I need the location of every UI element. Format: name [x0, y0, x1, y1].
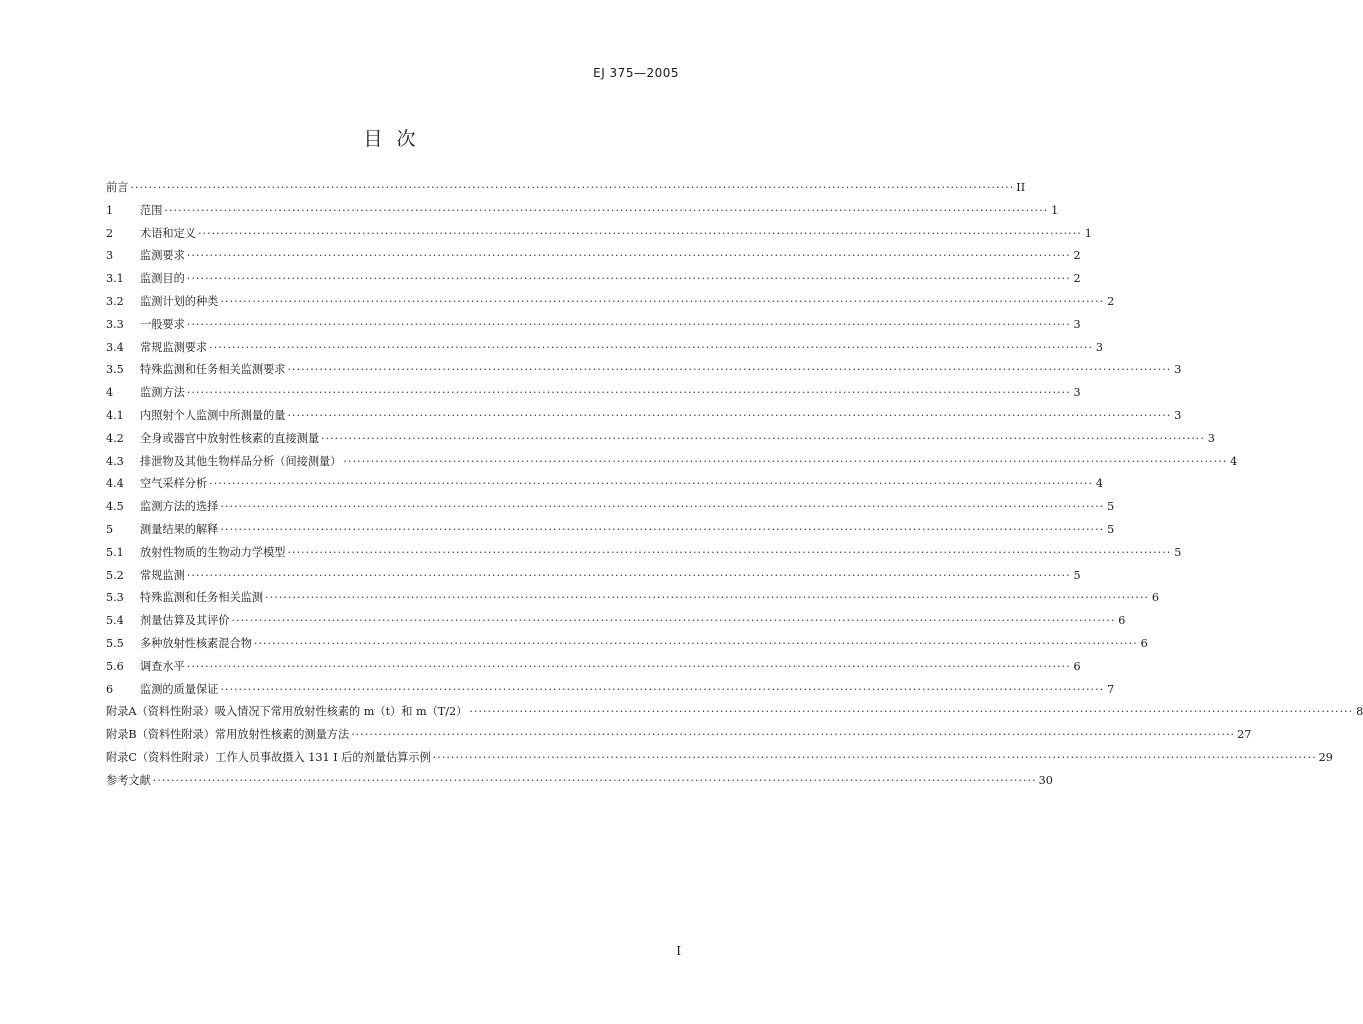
toc-entry-number: 3.4	[106, 340, 124, 354]
toc-leader-dots	[343, 455, 1227, 468]
toc-entry-3-1[interactable]	[106, 270, 1081, 293]
toc-entry-4[interactable]	[106, 384, 1081, 407]
standard-code: EJ 375—2005	[593, 66, 679, 80]
toc-entry-number: 5.6	[106, 659, 124, 673]
toc-entry-page: 3	[1095, 340, 1104, 354]
toc-entry-number: 4.5	[106, 500, 124, 514]
toc-entry-number: 5.1	[106, 545, 124, 559]
toc-entry-4-4[interactable]	[106, 475, 1104, 498]
toc-entry-number: 附录A（资料性附录）	[106, 705, 215, 719]
toc-entry-references[interactable]	[106, 772, 1053, 795]
toc-entry-page: 3	[1174, 408, 1182, 422]
toc-leader-dots	[130, 181, 1014, 194]
toc-entry-appendix-b[interactable]	[106, 726, 1252, 749]
toc-leader-dots	[287, 363, 1171, 376]
toc-leader-dots	[153, 774, 1037, 787]
toc-leader-dots	[220, 683, 1104, 696]
toc-leader-dots	[433, 751, 1317, 764]
toc-leader-dots	[187, 249, 1071, 262]
toc-entry-5[interactable]	[106, 521, 1115, 544]
toc-entry-6[interactable]	[106, 681, 1115, 704]
toc-entry-2[interactable]	[106, 225, 1092, 248]
toc-entry-title: 全身或器官中放射性核素的直接测量	[140, 431, 320, 445]
toc-entry-4-1[interactable]	[106, 407, 1182, 430]
toc-leader-dots	[187, 272, 1071, 285]
toc-leader-dots	[187, 318, 1071, 331]
toc-entry-number: 5.2	[106, 568, 124, 582]
toc-entry-page: 4	[1230, 454, 1238, 468]
toc-entry-page: 6	[1140, 636, 1148, 650]
toc-entry-5-3[interactable]	[106, 589, 1159, 612]
toc-entry-title: 常规监测要求	[140, 340, 208, 354]
toc-entry-title: 吸入情况下常用放射性核素的 m（t）和 m（T/2）	[214, 705, 468, 719]
toc-entry-page: 27	[1237, 728, 1252, 742]
toc-entry-title: 监测计划的种类	[140, 294, 219, 308]
toc-leader-dots	[187, 660, 1071, 673]
toc-entry-number: 3	[106, 249, 114, 263]
toc-entry-title: 常用放射性核素的测量方法	[214, 728, 350, 742]
toc-entry-title: 监测目的	[140, 272, 185, 286]
toc-leader-dots	[351, 728, 1235, 741]
toc-entry-page: 5	[1174, 545, 1182, 559]
toc-entry-number: 3.2	[106, 294, 124, 308]
toc-entry-page: 3	[1174, 363, 1182, 377]
toc-leader-dots	[265, 591, 1149, 604]
toc-entry-title: 一般要求	[140, 317, 185, 331]
toc-entry-page: 5	[1107, 522, 1115, 536]
toc-entry-5-2[interactable]	[106, 567, 1081, 590]
toc-entry-5-5[interactable]	[106, 635, 1148, 658]
toc-entry-page: 4	[1095, 477, 1104, 491]
toc-leader-dots	[220, 523, 1104, 536]
toc-entry-page: 3	[1207, 431, 1215, 445]
toc-entry-page: 1	[1084, 226, 1092, 240]
toc-entry-title: 监测方法的选择	[140, 500, 219, 514]
toc-entry-title: 调查水平	[140, 659, 185, 673]
toc-entry-number: 5	[106, 522, 114, 536]
toc-entry-page: 2	[1107, 294, 1115, 308]
toc-entry-title: 术语和定义	[140, 226, 196, 240]
toc-entry-page: 5	[1107, 500, 1115, 514]
toc-entry-4-3[interactable]	[106, 453, 1238, 476]
toc-entry-title: 特殊监测和任务相关监测要求	[140, 363, 286, 377]
toc-entry-page: 7	[1107, 682, 1115, 696]
toc-entry-page: 5	[1073, 568, 1081, 582]
toc-entry-3-2[interactable]	[106, 293, 1115, 316]
table-of-contents	[106, 179, 1363, 795]
toc-entry-number: 附录C（资料性附录）	[106, 750, 216, 764]
toc-entry-number: 3.3	[106, 317, 124, 331]
toc-entry-number: 5.3	[106, 591, 124, 605]
toc-entry-page: 8	[1356, 705, 1363, 719]
toc-entry-number: 4	[106, 386, 114, 400]
toc-entry-title: 常规监测	[140, 568, 185, 582]
toc-entry-title: 剂量估算及其评价	[140, 614, 230, 628]
toc-entry-title: 范围	[140, 203, 163, 217]
toc-entry-page: 6	[1118, 614, 1126, 628]
toc-entry-4-5[interactable]	[106, 498, 1115, 521]
toc-entry-title: 前言	[106, 181, 129, 194]
toc-entry-appendix-a[interactable]	[106, 703, 1363, 726]
toc-leader-dots	[321, 432, 1205, 445]
toc-entry-number: 附录B（资料性附录）	[106, 728, 215, 742]
toc-leader-dots	[220, 295, 1104, 308]
toc-entry-page: 1	[1051, 203, 1059, 217]
toc-leader-dots	[187, 569, 1071, 582]
toc-entry-page: 2	[1073, 272, 1081, 286]
toc-entry-5-6[interactable]	[106, 658, 1081, 681]
toc-entry-number: 1	[106, 203, 114, 217]
toc-entry-title: 测量结果的解释	[140, 522, 219, 536]
toc-entry-5-1[interactable]	[106, 544, 1182, 567]
toc-entry-4-2[interactable]	[106, 430, 1215, 453]
toc-entry-1[interactable]	[106, 202, 1059, 225]
toc-entry-number: 5.4	[106, 614, 124, 628]
toc-entry-page: 6	[1151, 591, 1159, 605]
toc-entry-page: 29	[1318, 750, 1333, 764]
toc-leader-dots	[469, 705, 1353, 718]
toc-entry-appendix-c[interactable]	[106, 749, 1333, 772]
toc-leader-dots	[287, 546, 1171, 559]
toc-entry-number: 2	[106, 226, 114, 240]
toc-entry-title: 监测方法	[140, 386, 185, 400]
toc-entry-title: 放射性物质的生物动力学模型	[140, 545, 286, 559]
toc-entry-title: 内照射个人监测中所测量的量	[140, 408, 286, 422]
toc-entry-3[interactable]	[106, 247, 1081, 270]
toc-entry-number: 6	[106, 682, 114, 696]
toc-entry-number: 3.1	[106, 272, 124, 286]
toc-entry-page: 2	[1073, 249, 1081, 263]
toc-entry-page: 3	[1073, 386, 1081, 400]
toc-entry-foreword[interactable]	[106, 179, 1026, 202]
toc-entry-title: 多种放射性核素混合物	[140, 636, 252, 650]
toc-leader-dots	[209, 341, 1093, 354]
toc-entry-page: II	[1016, 181, 1026, 194]
toc-entry-title: 特殊监测和任务相关监测	[140, 591, 264, 605]
toc-leader-dots	[232, 614, 1116, 627]
toc-leader-dots	[164, 204, 1048, 217]
toc-entry-title: 监测要求	[140, 249, 185, 263]
page-title: 目次	[363, 128, 430, 150]
toc-entry-5-4[interactable]	[106, 612, 1126, 635]
toc-entry-page: 3	[1073, 317, 1081, 331]
toc-entry-title: 工作人员事故摄入 131 I 后的剂量估算示例	[215, 750, 431, 764]
toc-leader-dots	[287, 409, 1171, 422]
toc-leader-dots	[220, 500, 1104, 513]
toc-entry-number: 4.4	[106, 477, 124, 491]
toc-entry-number: 4.3	[106, 454, 124, 468]
toc-entry-page: 6	[1073, 659, 1081, 673]
toc-leader-dots	[187, 386, 1071, 399]
toc-entry-number: 4.2	[106, 431, 124, 445]
toc-leader-dots	[254, 637, 1138, 650]
toc-entry-page: 30	[1038, 773, 1053, 787]
toc-entry-3-3[interactable]	[106, 316, 1081, 339]
toc-entry-title: 参考文献	[106, 773, 151, 787]
toc-entry-3-4[interactable]	[106, 339, 1104, 362]
toc-entry-number: 5.5	[106, 636, 124, 650]
toc-entry-title: 空气采样分析	[140, 477, 208, 491]
toc-entry-title: 排泄物及其他生物样品分析（间接测量）	[140, 454, 342, 468]
toc-leader-dots	[209, 477, 1093, 490]
toc-entry-3-5[interactable]	[106, 361, 1182, 384]
toc-entry-title: 监测的质量保证	[140, 682, 219, 696]
toc-entry-number: 4.1	[106, 408, 124, 422]
toc-entry-number: 3.5	[106, 363, 124, 377]
page-number: I	[676, 944, 681, 958]
toc-leader-dots	[198, 227, 1082, 240]
